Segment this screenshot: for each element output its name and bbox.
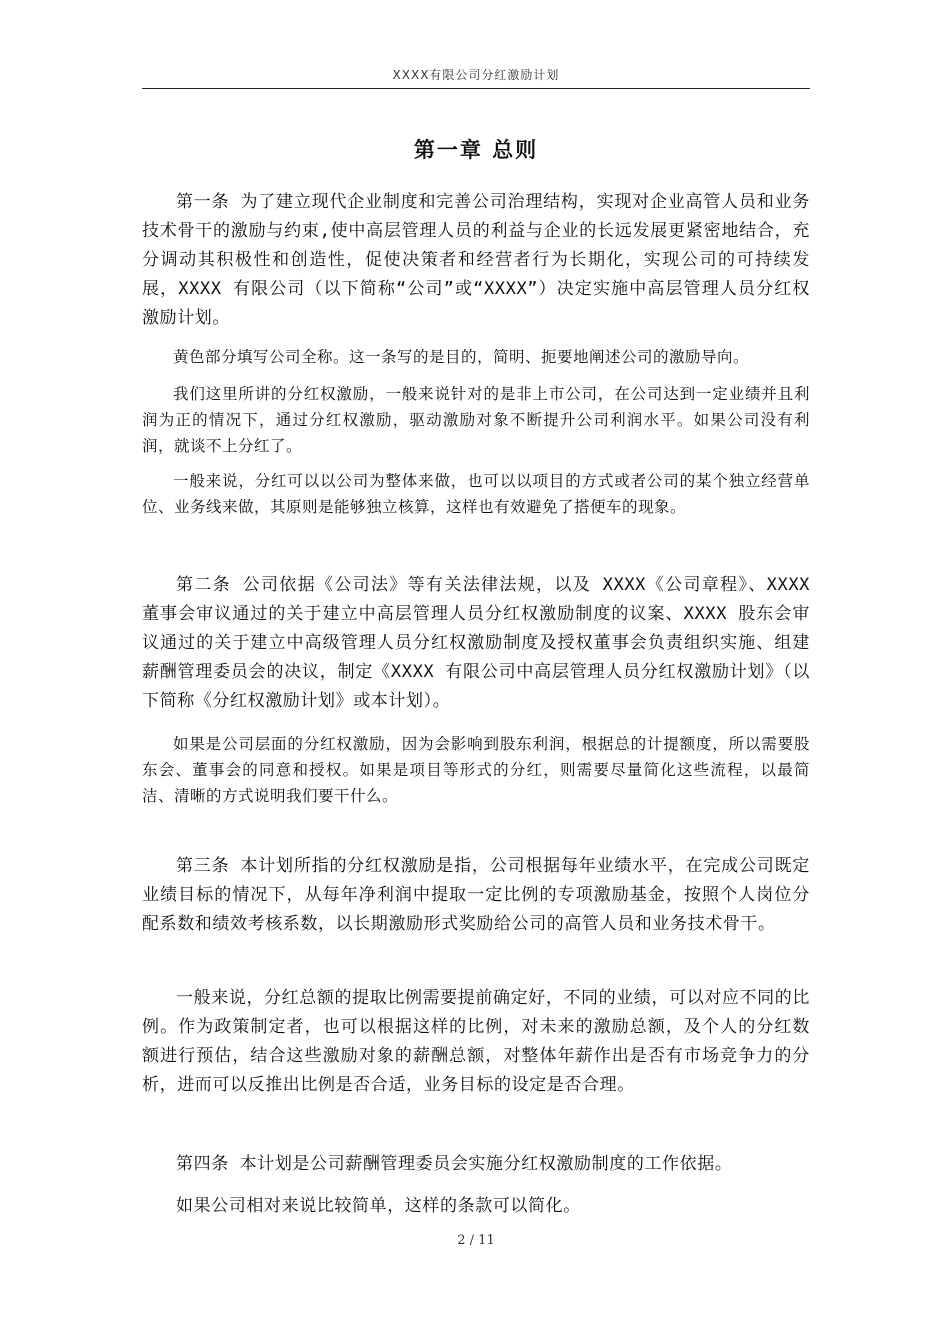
note-4-simplify: 如果公司相对来说比较简单，这样的条款可以简化。 (176, 1196, 581, 1216)
article-1: 第一条 为了建立现代企业制度和完善公司治理结构，实现对企业高管人员和业务技术骨干的激励与约束,使中高层管理人员的利益与企业的长远发展更紧密地结合，充分调动其积极性和创造性，促使决策者和经营者行为长期化，实现公司的可持续发展，XXXX 有限公司（以下简称“公司”或“XXXX”）决定实施中高层管理人员分红权激励计划。 (142, 192, 810, 328)
note-1-accounting-unit: 一般来说，分红可以以公司为整体来做，也可以以项目的方式或者公司的某个独立经营单位、业务线来做，其原则是能够独立核算，这样也有效避免了搭便车的现象。 (142, 472, 810, 516)
chapter-title: 第一章 总则 (413, 138, 539, 162)
article-4: 第四条 本计划是公司薪酬管理委员会实施分红权激励制度的工作依据。 (176, 1154, 733, 1174)
page-header: XXXX有限公司分红激励计划 (392, 68, 560, 82)
header-rule (142, 88, 810, 89)
article-2: 第二条 公司依据《公司法》等有关法律法规，以及 XXXX《公司章程》、XXXX 董事会审议通过的关于建立中高层管理人员分红权激励制度的议案、XXXX 股东会审议通过的关于建立中高级管理人员分红权激励制度及授权董事会负责组织实施、组建薪酬管理委员会的决议，制定《XXXX 有限公司中高层管理人员分红权激励计划》（以下简称《分红权激励计划》或本计划）。 (142, 575, 810, 711)
note-1-dividend-scope: 我们这里所讲的分红权激励，一般来说针对的是非上市公司，在公司达到一定业绩并且利润为正的情况下，通过分红权激励，驱动激励对象不断提升公司利润水平。如果公司没有利润，就谈不上分红了。 (142, 385, 810, 455)
article-3: 第三条 本计划所指的分红权激励是指，公司根据每年业绩水平，在完成公司既定业绩目标的情况下，从每年净利润中提取一定比例的专项激励基金，按照个人岗位分配系数和绩效考核系数，以长期激励形式奖励给公司的高管人员和业务技术骨干。 (142, 856, 810, 934)
page-number: 2 / 11 (457, 1233, 495, 1248)
note-3-ratio-estimation: 一般来说，分红总额的提取比例需要提前确定好，不同的业绩，可以对应不同的比例。作为政策制定者，也可以根据这样的比例，对未来的激励总额，及个人的分红数额进行预估，结合这些激励对象的薪酬总额，对整体年薪作出是否有市场竞争力的分析，进而可以反推出比例是否合适，业务目标的设定是否合理。 (142, 988, 810, 1095)
note-1-fill-company-name: 黄色部分填写公司全称。这一条写的是目的，简明、扼要地阐述公司的激励导向。 (173, 348, 750, 366)
note-2-approval: 如果是公司层面的分红权激励，因为会影响到股东利润，根据总的计提额度，所以需要股东会、董事会的同意和授权。如果是项目等形式的分红，则需要尽量简化这些流程，以最简洁、清晰的方式说明我们要干什么。 (142, 735, 810, 805)
